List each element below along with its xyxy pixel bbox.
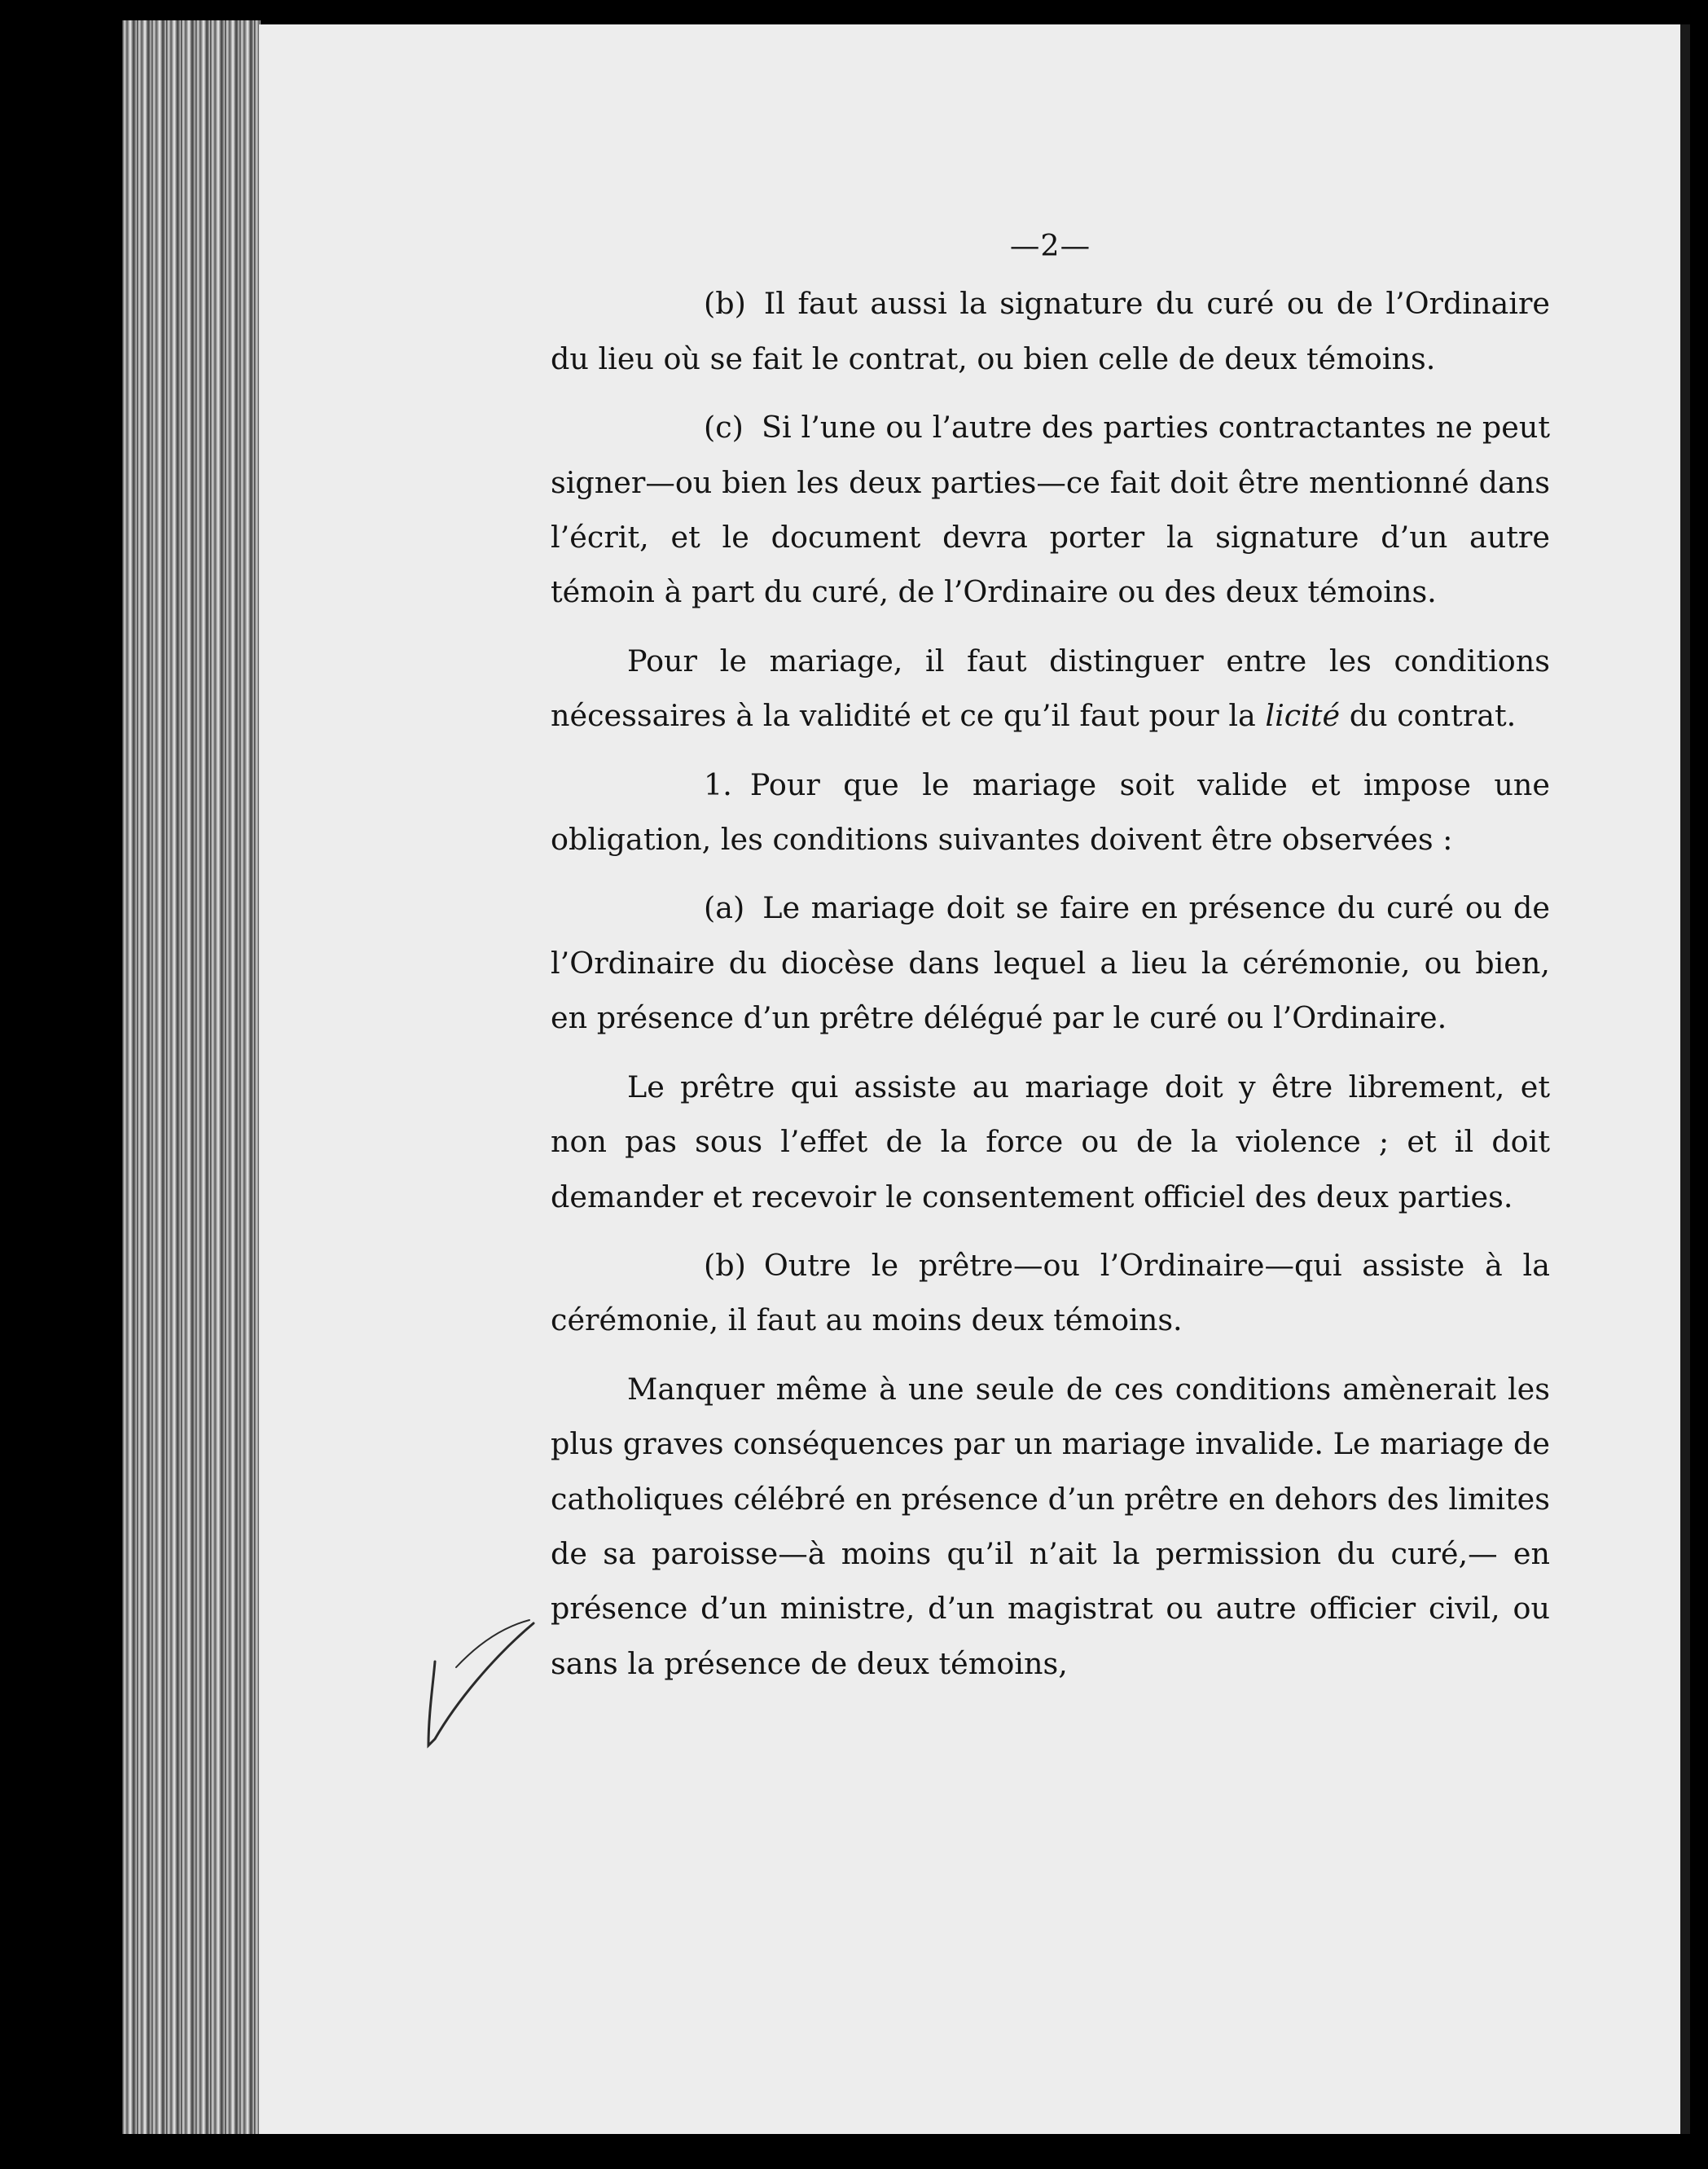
paragraph-validity-liceity: [551, 634, 1550, 744]
paragraph-consequences: [551, 1362, 1550, 1691]
paragraph-b-witnesses: [551, 1238, 1550, 1348]
book-binding: [122, 20, 261, 2134]
paragraph-label: (a): [704, 890, 745, 926]
paragraph-label: (c): [704, 410, 744, 446]
page-number: —2—: [1009, 228, 1091, 263]
paragraph-text: Pour que le mariage soit valide et impose une obligation, les conditions suivantes doivent être observées :: [551, 766, 1550, 858]
paragraph-a-presence: [551, 880, 1550, 1045]
paragraph-text: Pour le mariage, il faut distinguer entre les conditions nécessaires à la validité et ce qu’il faut pour la: [551, 643, 1550, 734]
page-content: [551, 218, 1550, 1705]
paragraph-text-end: du contrat.: [1340, 698, 1517, 734]
paragraph-label: 1.: [704, 766, 732, 802]
paragraph-b-signature: [551, 276, 1550, 386]
paragraph-priest-freely: [551, 1060, 1550, 1224]
paragraph-text: Il faut aussi la signature du curé ou de l’Ordinaire du lieu où se fait le contrat, ou bien celle de deux témoins.: [551, 286, 1550, 376]
handwritten-checkmark-icon: [424, 1617, 538, 1755]
paragraph-c-signature: [551, 400, 1550, 620]
paragraph-text: Outre le prêtre—ou l’Ordinaire—qui assiste à la cérémonie, il faut au moins deux témoins.: [551, 1247, 1550, 1338]
paragraph-label: (b): [704, 1247, 746, 1283]
paragraph-1-conditions: [551, 757, 1550, 867]
emphasis-text: licité: [1265, 698, 1341, 734]
paragraph-text: Le prêtre qui assiste au mariage doit y être librement, et non pas sous l’effet de la force ou de la violence ; et il doit demander et recevoir le consentement officiel des deux parties.: [551, 1069, 1550, 1214]
paragraph-text: Manquer même à une seule de ces conditions amènerait les plus graves conséquences par un mariage invalide. Le mariage de catholiques célébré en présence d’un prêtre en dehors des limites de sa paroisse—à moins qu’il n’ait la permission du curé,— en présence d’un ministre, d’un magistrat ou autre officier civil, ou sans la présence de deux témoins,: [551, 1371, 1550, 1681]
paragraph-text: Le mariage doit se faire en présence du curé ou de l’Ordinaire du diocèse dans lequel a lieu la cérémonie, ou bien, en présence d’un prêtre délégué par le curé ou l’Ordinaire.: [551, 890, 1550, 1036]
page-right-edge: [1680, 24, 1690, 2134]
paragraph-label: (b): [704, 286, 746, 322]
paragraph-text: Si l’une ou l’autre des parties contractantes ne peut signer—ou bien les deux parties—ce fait doit être mentionné dans l’écrit, et le document devra porter la signature d’un autre témoin à part du curé, de l’Ordinaire ou des deux témoins.: [551, 410, 1550, 610]
